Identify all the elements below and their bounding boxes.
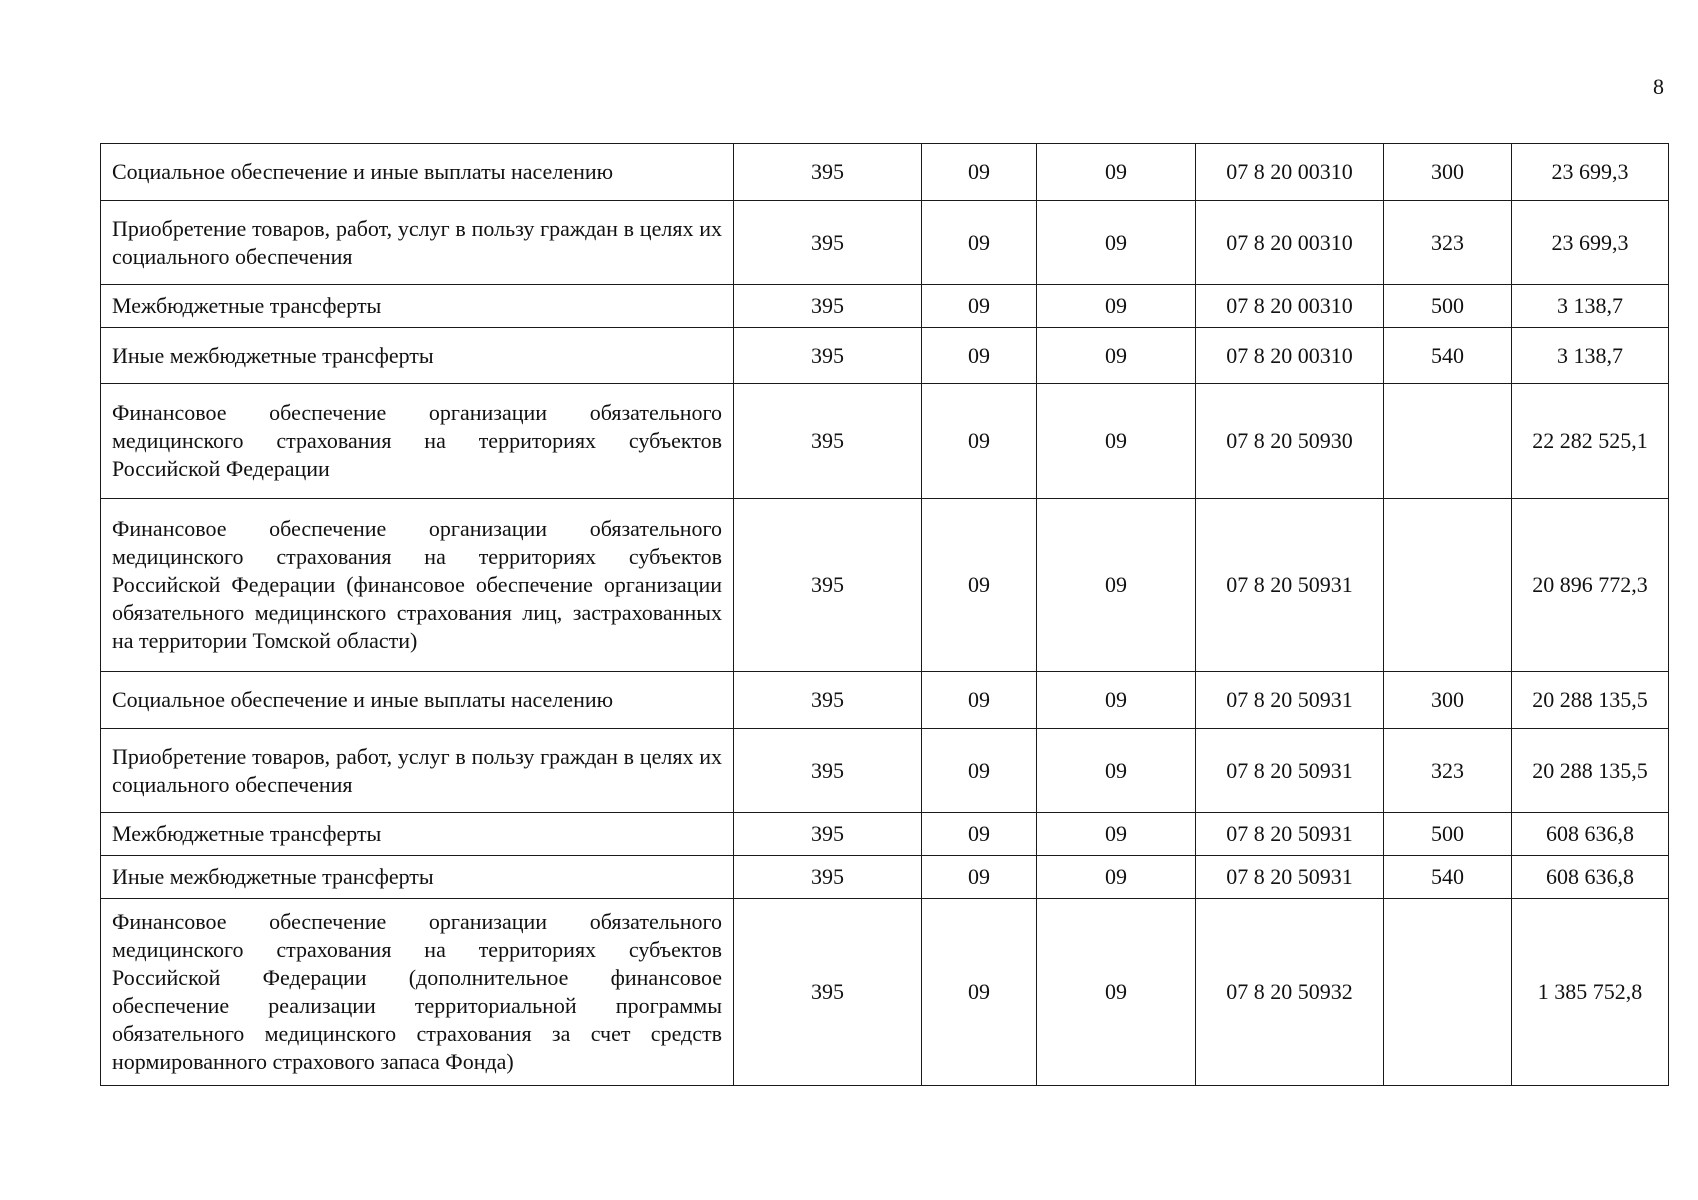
cell-pr: 09 [1037,201,1196,285]
cell-rz: 09 [922,856,1037,899]
cell-sum: 608 636,8 [1512,856,1669,899]
cell-vr: 500 [1384,285,1512,328]
cell-ved: 395 [734,729,922,813]
cell-ved: 395 [734,328,922,384]
cell-name: Приобретение товаров, работ, услуг в пользу граждан в целях их социального обеспечения [101,201,734,285]
table-row [101,144,1669,201]
cell-rz: 09 [922,201,1037,285]
cell-ved: 395 [734,384,922,499]
table-row [101,672,1669,729]
cell-vr [1384,384,1512,499]
cell-pr: 09 [1037,729,1196,813]
cell-vr: 540 [1384,856,1512,899]
cell-pr: 09 [1037,384,1196,499]
cell-vr: 323 [1384,729,1512,813]
cell-ved: 395 [734,499,922,672]
cell-csr: 07 8 20 50931 [1196,672,1384,729]
cell-csr: 07 8 20 00310 [1196,201,1384,285]
cell-csr: 07 8 20 50931 [1196,499,1384,672]
cell-vr [1384,499,1512,672]
cell-rz: 09 [922,729,1037,813]
cell-pr: 09 [1037,899,1196,1086]
cell-ved: 395 [734,899,922,1086]
cell-sum: 3 138,7 [1512,328,1669,384]
cell-csr: 07 8 20 50931 [1196,729,1384,813]
cell-vr: 500 [1384,813,1512,856]
cell-sum: 20 288 135,5 [1512,729,1669,813]
cell-sum: 20 288 135,5 [1512,672,1669,729]
table-row [101,285,1669,328]
cell-vr [1384,899,1512,1086]
cell-sum: 3 138,7 [1512,285,1669,328]
cell-csr: 07 8 20 00310 [1196,144,1384,201]
page-number: 8 [1653,74,1664,99]
cell-sum: 608 636,8 [1512,813,1669,856]
cell-ved: 395 [734,285,922,328]
cell-ved: 395 [734,144,922,201]
cell-csr: 07 8 20 50930 [1196,384,1384,499]
cell-ved: 395 [734,856,922,899]
cell-pr: 09 [1037,144,1196,201]
table-row [101,499,1669,672]
cell-ved: 395 [734,813,922,856]
cell-vr: 300 [1384,144,1512,201]
cell-csr: 07 8 20 50931 [1196,856,1384,899]
cell-vr: 540 [1384,328,1512,384]
cell-name: Иные межбюджетные трансферты [101,856,734,899]
cell-rz: 09 [922,384,1037,499]
cell-name: Приобретение товаров, работ, услуг в пользу граждан в целях их социального обеспечения [101,729,734,813]
cell-name: Финансовое обеспечение организации обязательного медицинского страхования на территориях субъектов Российской Федерации (финансовое обеспечение организации обязательного медицинского страхования лиц, застрахованных на территории Томской области) [101,499,734,672]
cell-sum: 22 282 525,1 [1512,384,1669,499]
cell-pr: 09 [1037,499,1196,672]
cell-sum: 20 896 772,3 [1512,499,1669,672]
budget-table [100,143,1669,1086]
cell-pr: 09 [1037,672,1196,729]
cell-name: Финансовое обеспечение организации обязательного медицинского страхования на территориях субъектов Российской Федерации [101,384,734,499]
cell-csr: 07 8 20 50932 [1196,899,1384,1086]
cell-sum: 23 699,3 [1512,201,1669,285]
cell-name: Финансовое обеспечение организации обязательного медицинского страхования на территориях субъектов Российской Федерации (дополнительное финансовое обеспечение реализации территориальной программы обязательного медицинского страхования за счет средств нормированного страхового запаса Фонда) [101,899,734,1086]
cell-rz: 09 [922,144,1037,201]
table-row [101,856,1669,899]
cell-rz: 09 [922,285,1037,328]
cell-sum: 1 385 752,8 [1512,899,1669,1086]
cell-rz: 09 [922,672,1037,729]
cell-pr: 09 [1037,285,1196,328]
table-row [101,201,1669,285]
cell-pr: 09 [1037,328,1196,384]
cell-rz: 09 [922,899,1037,1086]
cell-vr: 300 [1384,672,1512,729]
cell-csr: 07 8 20 50931 [1196,813,1384,856]
table-row [101,328,1669,384]
table-row [101,813,1669,856]
cell-csr: 07 8 20 00310 [1196,285,1384,328]
cell-name: Иные межбюджетные трансферты [101,328,734,384]
cell-vr: 323 [1384,201,1512,285]
cell-csr: 07 8 20 00310 [1196,328,1384,384]
cell-pr: 09 [1037,813,1196,856]
cell-name: Социальное обеспечение и иные выплаты населению [101,144,734,201]
cell-name: Межбюджетные трансферты [101,285,734,328]
table-row [101,729,1669,813]
cell-rz: 09 [922,328,1037,384]
cell-rz: 09 [922,813,1037,856]
table-row [101,384,1669,499]
cell-name: Межбюджетные трансферты [101,813,734,856]
table-row [101,899,1669,1086]
cell-sum: 23 699,3 [1512,144,1669,201]
cell-pr: 09 [1037,856,1196,899]
cell-ved: 395 [734,201,922,285]
cell-name: Социальное обеспечение и иные выплаты населению [101,672,734,729]
cell-rz: 09 [922,499,1037,672]
cell-ved: 395 [734,672,922,729]
